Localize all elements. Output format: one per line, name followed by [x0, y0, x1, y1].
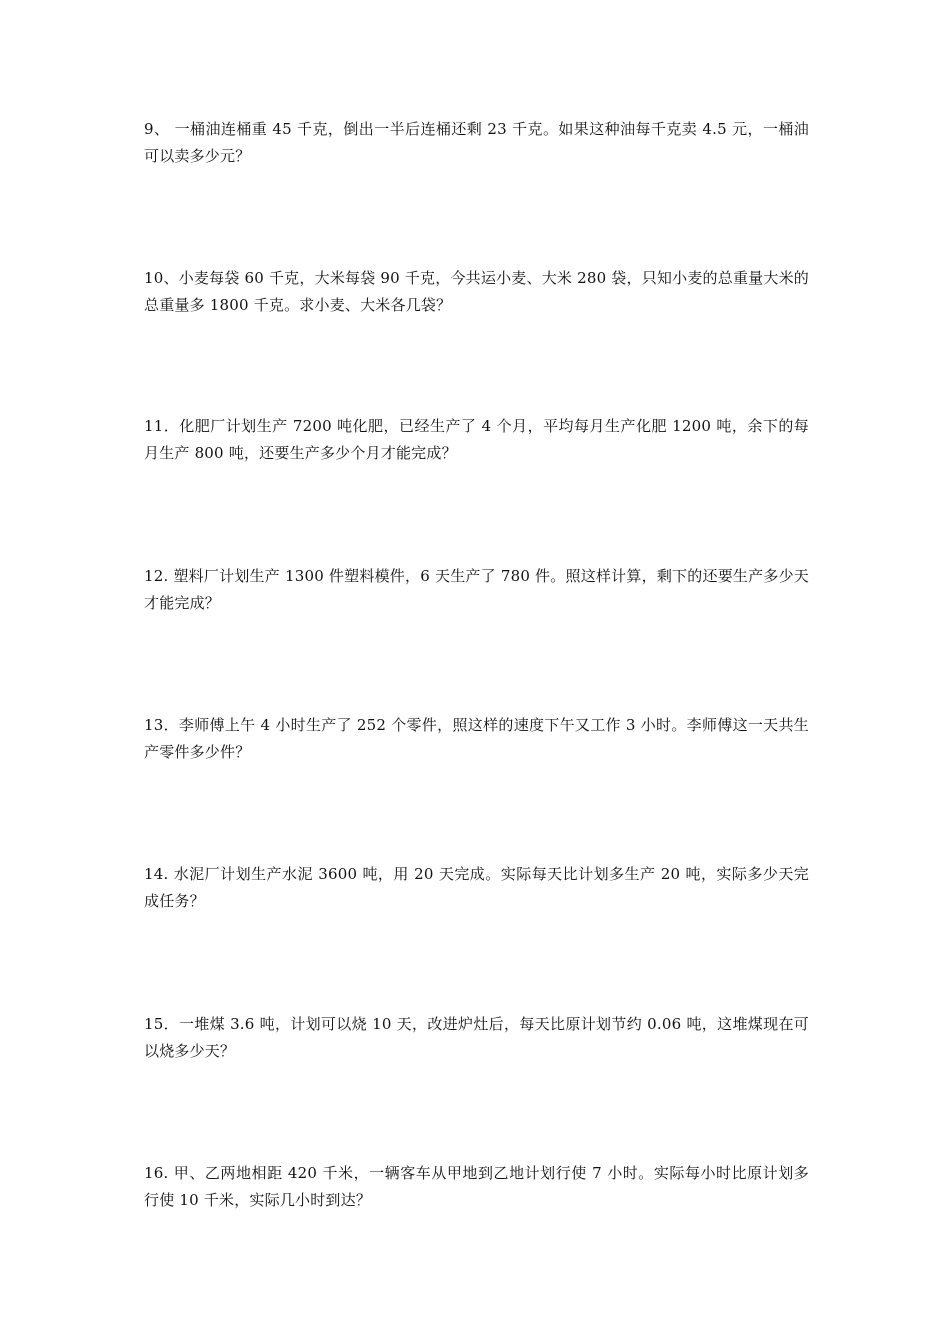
problem-text: 11．化肥厂计划生产 7200 吨化肥，已经生产了 4 个月，平均每月生产化肥 1200 吨，余下的每月生产 800 吨，还要生产多少个月才能完成？	[144, 417, 809, 462]
problem-text: 9、 一桶油连桶重 45 千克，倒出一半后连桶还剩 23 千克。如果这种油每千克卖 4.5 元，一桶油可以卖多少元？	[144, 120, 809, 165]
problem-13	[144, 712, 809, 766]
problem-16	[144, 1160, 809, 1214]
problem-12	[144, 563, 809, 617]
problem-text: 13．李师傅上午 4 小时生产了 252 个零件，照这样的速度下午又工作 3 小时。李师傅这一天共生产零件多少件？	[144, 716, 809, 761]
problem-11	[144, 413, 809, 467]
problem-15	[144, 1011, 809, 1065]
problem-9	[144, 116, 809, 170]
problem-text: 10、小麦每袋 60 千克，大米每袋 90 千克，今共运小麦、大米 280 袋，只知小麦的总重量大米的总重量多 1800 千克。求小麦、大米各几袋？	[144, 269, 809, 314]
problem-text: 14. 水泥厂计划生产水泥 3600 吨，用 20 天完成。实际每天比计划多生产 20 吨，实际多少天完成任务？	[144, 865, 809, 910]
problem-text: 15．一堆煤 3.6 吨，计划可以烧 10 天，改进炉灶后，每天比原计划节约 0.06 吨，这堆煤现在可以烧多少天？	[144, 1015, 809, 1060]
problem-text: 16. 甲、乙两地相距 420 千米，一辆客车从甲地到乙地计划行使 7 小时。实际每小时比原计划多行使 10 千米，实际几小时到达？	[144, 1164, 809, 1209]
problem-text: 12. 塑料厂计划生产 1300 件塑料模件，6 天生产了 780 件。照这样计算，剩下的还要生产多少天才能完成？	[144, 567, 809, 612]
problem-14	[144, 861, 809, 915]
problem-10	[144, 265, 809, 319]
